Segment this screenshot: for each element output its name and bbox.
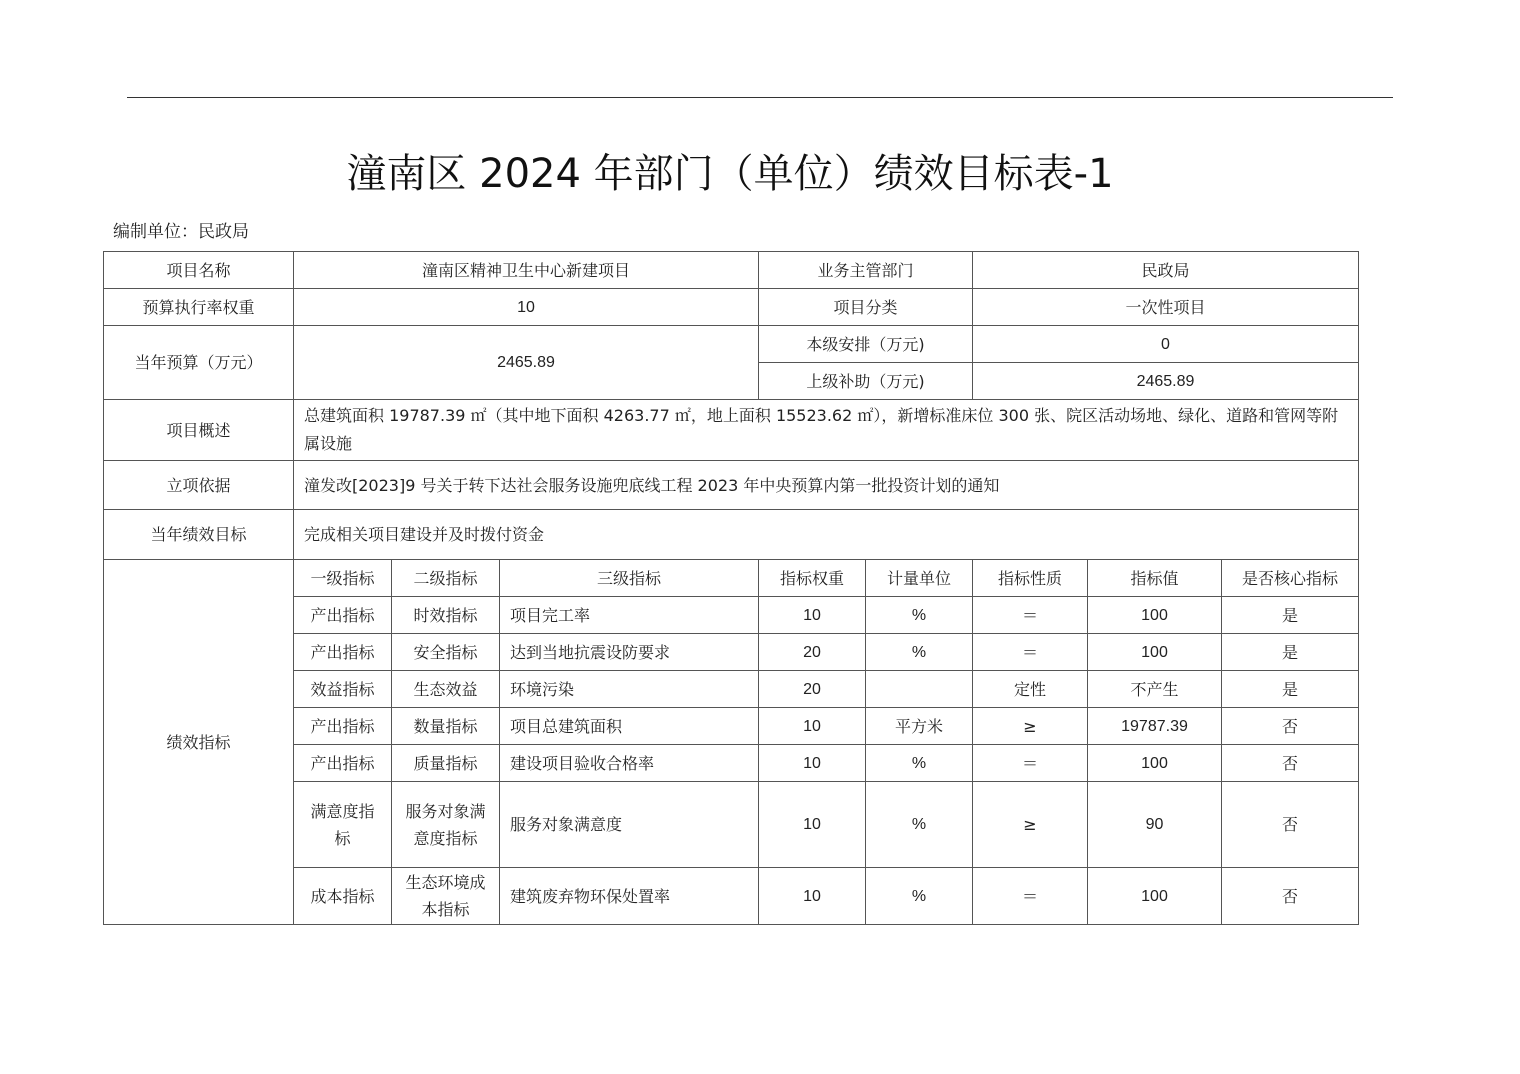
value-cell: 100 xyxy=(1088,868,1222,925)
unit-cell: 平方米 xyxy=(866,708,973,745)
nature-cell: ＝ xyxy=(973,597,1088,634)
core-cell: 否 xyxy=(1222,782,1359,868)
value-cell: 100 xyxy=(1088,634,1222,671)
row-budget xyxy=(104,326,1359,363)
project-name-value: 潼南区精神卫生中心新建项目 xyxy=(294,252,759,289)
header-weight: 指标权重 xyxy=(759,560,866,597)
core-cell: 否 xyxy=(1222,708,1359,745)
weight-cell: 10 xyxy=(759,597,866,634)
basis-value: 潼发改[2023]9 号关于转下达社会服务设施兜底线工程 2023 年中央预算内第一批投资计划的通知 xyxy=(294,461,1359,510)
compiling-unit: 编制单位：民政局 xyxy=(113,222,249,242)
nature-cell: ＝ xyxy=(973,745,1088,782)
level1-cell: 产出指标 xyxy=(294,708,392,745)
overview-label: 项目概述 xyxy=(104,400,294,461)
nature-cell: ＝ xyxy=(973,634,1088,671)
unit-cell: % xyxy=(866,597,973,634)
indicators-section-label: 绩效指标 xyxy=(104,560,294,925)
basis-label: 立项依据 xyxy=(104,461,294,510)
level2-cell: 质量指标 xyxy=(392,745,500,782)
level1-cell: 产出指标 xyxy=(294,597,392,634)
project-name-label: 项目名称 xyxy=(104,252,294,289)
level2-cell: 生态环境成本指标 xyxy=(392,868,500,925)
dept-value: 民政局 xyxy=(973,252,1359,289)
weight-cell: 10 xyxy=(759,745,866,782)
header-rule xyxy=(127,97,1393,98)
weight-cell: 10 xyxy=(759,708,866,745)
core-cell: 否 xyxy=(1222,745,1359,782)
level1-cell: 产出指标 xyxy=(294,634,392,671)
level3-cell: 服务对象满意度 xyxy=(500,782,759,868)
performance-table xyxy=(103,251,1359,925)
page-title: 潼南区 2024 年部门（单位）绩效目标表-1 xyxy=(346,151,1114,197)
header-core: 是否核心指标 xyxy=(1222,560,1359,597)
category-label: 项目分类 xyxy=(759,289,973,326)
upper-label: 上级补助（万元) xyxy=(759,363,973,400)
value-cell: 100 xyxy=(1088,745,1222,782)
core-cell: 是 xyxy=(1222,597,1359,634)
local-value: 0 xyxy=(973,326,1359,363)
row-overview xyxy=(104,400,1359,461)
unit-cell: % xyxy=(866,868,973,925)
level3-cell: 达到当地抗震设防要求 xyxy=(500,634,759,671)
row-exec-weight xyxy=(104,289,1359,326)
upper-value: 2465.89 xyxy=(973,363,1359,400)
level1-cell: 效益指标 xyxy=(294,671,392,708)
weight-cell: 10 xyxy=(759,868,866,925)
nature-cell: ≥ xyxy=(973,782,1088,868)
level2-cell: 数量指标 xyxy=(392,708,500,745)
unit-cell: % xyxy=(866,782,973,868)
nature-cell: 定性 xyxy=(973,671,1088,708)
level3-cell: 建筑废弃物环保处置率 xyxy=(500,868,759,925)
level2-cell: 服务对象满意度指标 xyxy=(392,782,500,868)
header-level1: 一级指标 xyxy=(294,560,392,597)
goal-value: 完成相关项目建设并及时拨付资金 xyxy=(294,510,1359,560)
weight-cell: 10 xyxy=(759,782,866,868)
budget-label: 当年预算（万元） xyxy=(104,326,294,400)
level3-cell: 环境污染 xyxy=(500,671,759,708)
level2-cell: 生态效益 xyxy=(392,671,500,708)
weight-cell: 20 xyxy=(759,671,866,708)
indicator-header-row xyxy=(104,560,1359,597)
level1-cell: 产出指标 xyxy=(294,745,392,782)
core-cell: 是 xyxy=(1222,634,1359,671)
value-cell: 90 xyxy=(1088,782,1222,868)
header-unit: 计量单位 xyxy=(866,560,973,597)
nature-cell: ≥ xyxy=(973,708,1088,745)
nature-cell: ＝ xyxy=(973,868,1088,925)
level1-cell: 成本指标 xyxy=(294,868,392,925)
exec-weight-label: 预算执行率权重 xyxy=(104,289,294,326)
core-cell: 是 xyxy=(1222,671,1359,708)
header-nature: 指标性质 xyxy=(973,560,1088,597)
unit-cell xyxy=(866,671,973,708)
dept-label: 业务主管部门 xyxy=(759,252,973,289)
value-cell: 100 xyxy=(1088,597,1222,634)
category-value: 一次性项目 xyxy=(973,289,1359,326)
header-value: 指标值 xyxy=(1088,560,1222,597)
value-cell: 19787.39 xyxy=(1088,708,1222,745)
header-level3: 三级指标 xyxy=(500,560,759,597)
row-goal xyxy=(104,510,1359,560)
row-basis xyxy=(104,461,1359,510)
overview-value: 总建筑面积 19787.39 ㎡（其中地下面积 4263.77 ㎡，地上面积 15523.62 ㎡），新增标准床位 300 张、院区活动场地、绿化、道路和管网等附属设施 xyxy=(294,400,1359,461)
exec-weight-value: 10 xyxy=(294,289,759,326)
budget-value: 2465.89 xyxy=(294,326,759,400)
level3-cell: 建设项目验收合格率 xyxy=(500,745,759,782)
level3-cell: 项目总建筑面积 xyxy=(500,708,759,745)
level2-cell: 时效指标 xyxy=(392,597,500,634)
goal-label: 当年绩效目标 xyxy=(104,510,294,560)
local-label: 本级安排（万元) xyxy=(759,326,973,363)
weight-cell: 20 xyxy=(759,634,866,671)
header-level2: 二级指标 xyxy=(392,560,500,597)
value-cell: 不产生 xyxy=(1088,671,1222,708)
level3-cell: 项目完工率 xyxy=(500,597,759,634)
unit-cell: % xyxy=(866,745,973,782)
level2-cell: 安全指标 xyxy=(392,634,500,671)
row-project-name xyxy=(104,252,1359,289)
core-cell: 否 xyxy=(1222,868,1359,925)
unit-cell: % xyxy=(866,634,973,671)
level1-cell: 满意度指标 xyxy=(294,782,392,868)
